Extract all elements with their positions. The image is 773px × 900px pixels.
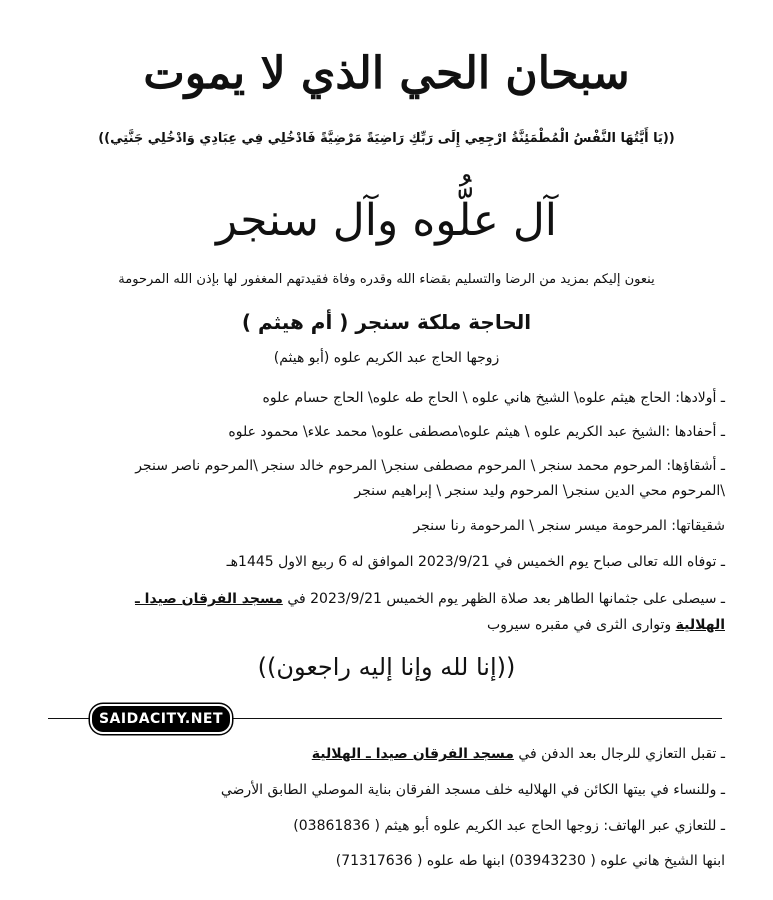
funeral-line-1: [45, 591, 725, 607]
sons-phones-line: ابنها الشيخ هاني علوه ( 03943230) ابنها طه علوه ( 71317636): [335, 853, 725, 869]
brothers-line-2: \المرحوم محي الدين سنجر\ المرحوم وليد سنجر \ إبراهيم سنجر: [354, 483, 725, 499]
closing-phrase: ((إنا لله وإنا إليه راجعون)): [257, 653, 516, 681]
family-names: آل علُّوه وآل سنجر: [215, 195, 558, 246]
women-condolences-line: ـ وللنساء في بيتها الكائن في الهلاليه خلف مسجد الفرقان بناية الموصلي الطابق الأرضي: [220, 782, 725, 798]
announcement-intro: ينعون إليكم بمزيد من الرضا والتسليم بقضاء الله وقدره وفاة فقيدتهم المغفور لها بإذن الله المرحومة: [118, 272, 655, 287]
death-date-line: ـ توفاه الله تعالى صباح يوم الخميس في 2023/9/21 الموافق له 6 ربيع الاول 1445هـ: [226, 554, 725, 570]
grandchildren-line: ـ أحفادها :الشيخ عبد الكريم علوه \ هيثم علوه\مصطفى علوه\ محمد علاء\ محمود علوه: [228, 424, 725, 440]
logo-text: SAIDACITY.NET: [98, 711, 224, 727]
quran-verse: ((يَا أَيَّتُهَا النَّفْسُ الْمُطْمَئِنَّةُ ارْجِعِي إِلَى رَبِّكِ رَاضِيَةً مَرْضِيَّةً فَادْخُلِي فِي عِبَادِي وَادْخُلِي جَنَّتِي)): [98, 131, 675, 146]
saidacity-logo: [90, 704, 232, 734]
men-condolences-line: [45, 746, 725, 762]
burial-text: وتوارى الثرى في مقبره سيروب: [486, 617, 676, 633]
deceased-name: الحاجة ملكة سنجر ( أم هيثم ): [241, 310, 532, 334]
sisters-line: شقيقاتها: المرحومة ميسر سنجر \ المرحومة رنا سنجر: [413, 518, 725, 534]
men-condolences-text: ـ تقبل التعازي للرجال بعد الدفن في: [513, 746, 725, 762]
funeral-place: الهلالية: [675, 617, 725, 633]
men-condolences-place: مسجد الفرقان صيدا ـ الهلالية: [311, 746, 514, 762]
children-line: ـ أولادها: الحاج هيثم علوه\ الشيخ هاني علوه \ الحاج طه علوه\ الحاج حسام علوه: [262, 390, 725, 406]
funeral-prayer-text: ـ سيصلى على جثمانها الطاهر بعد صلاة الظهر يوم الخميس 2023/9/21 في: [287, 591, 725, 607]
funeral-mosque: مسجد الفرقان صيدا ـ: [135, 591, 283, 607]
phone-condolences-line: ـ للتعازي عبر الهاتف: زوجها الحاج عبد الكريم علوه أبو هيثم ( 03861836): [293, 818, 725, 834]
brothers-line-1: ـ أشقاؤها: المرحوم محمد سنجر \ المرحوم مصطفى سنجر\ المرحوم خالد سنجر \المرحوم ناصر سنجر: [135, 458, 725, 474]
page-title: سبحان الحي الذي لا يموت: [143, 48, 630, 99]
funeral-line-2: [45, 617, 725, 633]
husband-line: زوجها الحاج عبد الكريم علوه (أبو هيثم): [273, 350, 500, 366]
